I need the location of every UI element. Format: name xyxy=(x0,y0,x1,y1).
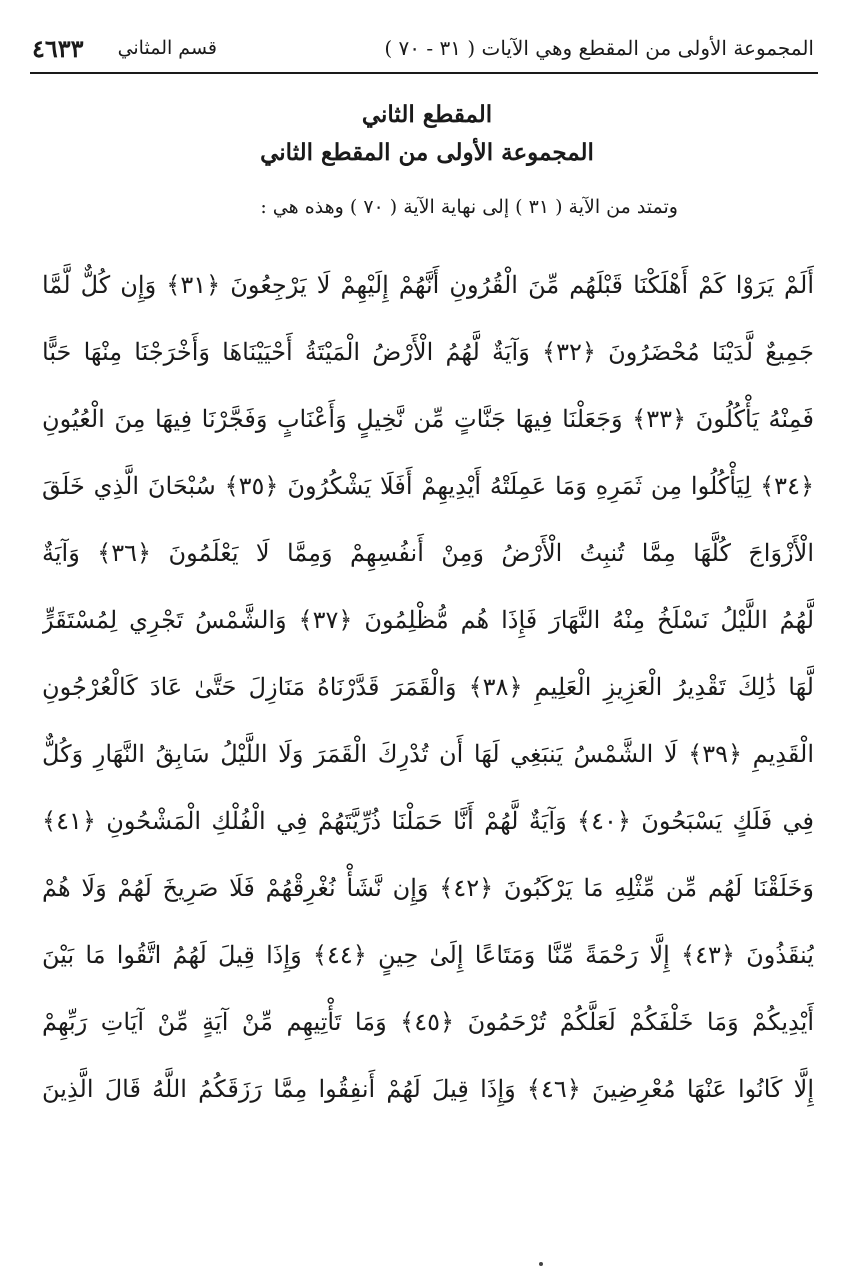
verse-line: فِي فَلَكٍ يَسْبَحُونَ ﴿٤٠﴾ وَآيَةٌ لَّهُمْ أَنَّا حَمَلْنَا ذُرِّيَّتَهُمْ فِي الْفُلْكِ الْمَشْحُونِ ﴿٤١﴾ xyxy=(42,807,814,835)
section-title: المقطع الثاني xyxy=(361,101,493,128)
verses-block xyxy=(42,252,814,1123)
verse-line: إِلَّا كَانُوا عَنْهَا مُعْرِضِينَ ﴿٤٦﴾ وَإِذَا قِيلَ لَهُمْ أَنفِقُوا مِمَّا رَزَقَكُمُ اللَّهُ قَالَ الَّذِينَ xyxy=(42,1075,814,1103)
page-number: ٤٦٣٣ xyxy=(32,33,84,63)
header-title: المجموعة الأولى من المقطع وهي الآيات ( ٣١ - ٧٠ ) xyxy=(384,36,814,60)
verse-line: فَمِنْهُ يَأْكُلُونَ ﴿٣٣﴾ وَجَعَلْنَا فِيهَا جَنَّاتٍ مِّن نَّخِيلٍ وَأَعْنَابٍ وَفَجَّرْنَا فِيهَا مِنَ الْعُيُونِ xyxy=(42,405,814,433)
title-block xyxy=(0,96,854,172)
verse-line: ﴿٣٤﴾ لِيَأْكُلُوا مِن ثَمَرِهِ وَمَا عَمِلَتْهُ أَيْدِيهِمْ أَفَلَا يَشْكُرُونَ ﴿٣٥﴾ سُبْحَانَ الَّذِي خَلَقَ xyxy=(42,472,814,500)
header-meta xyxy=(32,34,217,63)
bottom-dot xyxy=(539,1262,543,1266)
running-header xyxy=(32,28,814,68)
verse-line: لَّهَا ذَٰلِكَ تَقْدِيرُ الْعَزِيزِ الْعَلِيمِ ﴿٣٨﴾ وَالْقَمَرَ قَدَّرْنَاهُ مَنَازِلَ حَتَّىٰ عَادَ كَالْعُرْجُونِ xyxy=(42,673,814,701)
verse-line: يُنقَذُونَ ﴿٤٣﴾ إِلَّا رَحْمَةً مِّنَّا وَمَتَاعًا إِلَىٰ حِينٍ ﴿٤٤﴾ وَإِذَا قِيلَ لَهُمُ اتَّقُوا مَا بَيْنَ xyxy=(42,941,814,969)
verse-line: أَلَمْ يَرَوْا كَمْ أَهْلَكْنَا قَبْلَهُم مِّنَ الْقُرُونِ أَنَّهُمْ إِلَيْهِمْ لَا يَرْجِعُونَ ﴿٣١﴾ وَإِن كُلٌّ لَّمَّا xyxy=(42,271,814,299)
intro-text: وتمتد من الآية ( ٣١ ) إلى نهاية الآية ( ٧٠ ) وهذه هي : xyxy=(260,196,678,218)
verse-line: لَّهُمُ اللَّيْلُ نَسْلَخُ مِنْهُ النَّهَارَ فَإِذَا هُم مُّظْلِمُونَ ﴿٣٧﴾ وَالشَّمْسُ تَجْرِي لِمُسْتَقَرٍّ xyxy=(42,606,814,634)
group-title: المجموعة الأولى من المقطع الثاني xyxy=(260,139,594,166)
header-divider xyxy=(30,72,818,74)
verse-line: الْأَزْوَاجَ كُلَّهَا مِمَّا تُنبِتُ الْأَرْضُ وَمِنْ أَنفُسِهِمْ وَمِمَّا لَا يَعْلَمُونَ ﴿٣٦﴾ وَآيَةٌ xyxy=(42,539,814,567)
verse-line: أَيْدِيكُمْ وَمَا خَلْفَكُمْ لَعَلَّكُمْ تُرْحَمُونَ ﴿٤٥﴾ وَمَا تَأْتِيهِم مِّنْ آيَةٍ مِّنْ آيَاتِ رَبِّهِمْ xyxy=(42,1008,814,1036)
verse-line: وَخَلَقْنَا لَهُم مِّن مِّثْلِهِ مَا يَرْكَبُونَ ﴿٤٢﴾ وَإِن نَّشَأْ نُغْرِقْهُمْ فَلَا صَرِيخَ لَهُمْ وَلَا هُمْ xyxy=(42,874,814,902)
verse-line: جَمِيعٌ لَّدَيْنَا مُحْضَرُونَ ﴿٣٢﴾ وَآيَةٌ لَّهُمُ الْأَرْضُ الْمَيْتَةُ أَحْيَيْنَاهَا وَأَخْرَجْنَا مِنْهَا حَبًّا xyxy=(42,338,814,366)
header-section-name: قسم المثاني xyxy=(117,37,217,59)
verse-line: الْقَدِيمِ ﴿٣٩﴾ لَا الشَّمْسُ يَنبَغِي لَهَا أَن تُدْرِكَ الْقَمَرَ وَلَا اللَّيْلُ سَابِقُ النَّهَارِ وَكُلٌّ xyxy=(42,740,814,768)
